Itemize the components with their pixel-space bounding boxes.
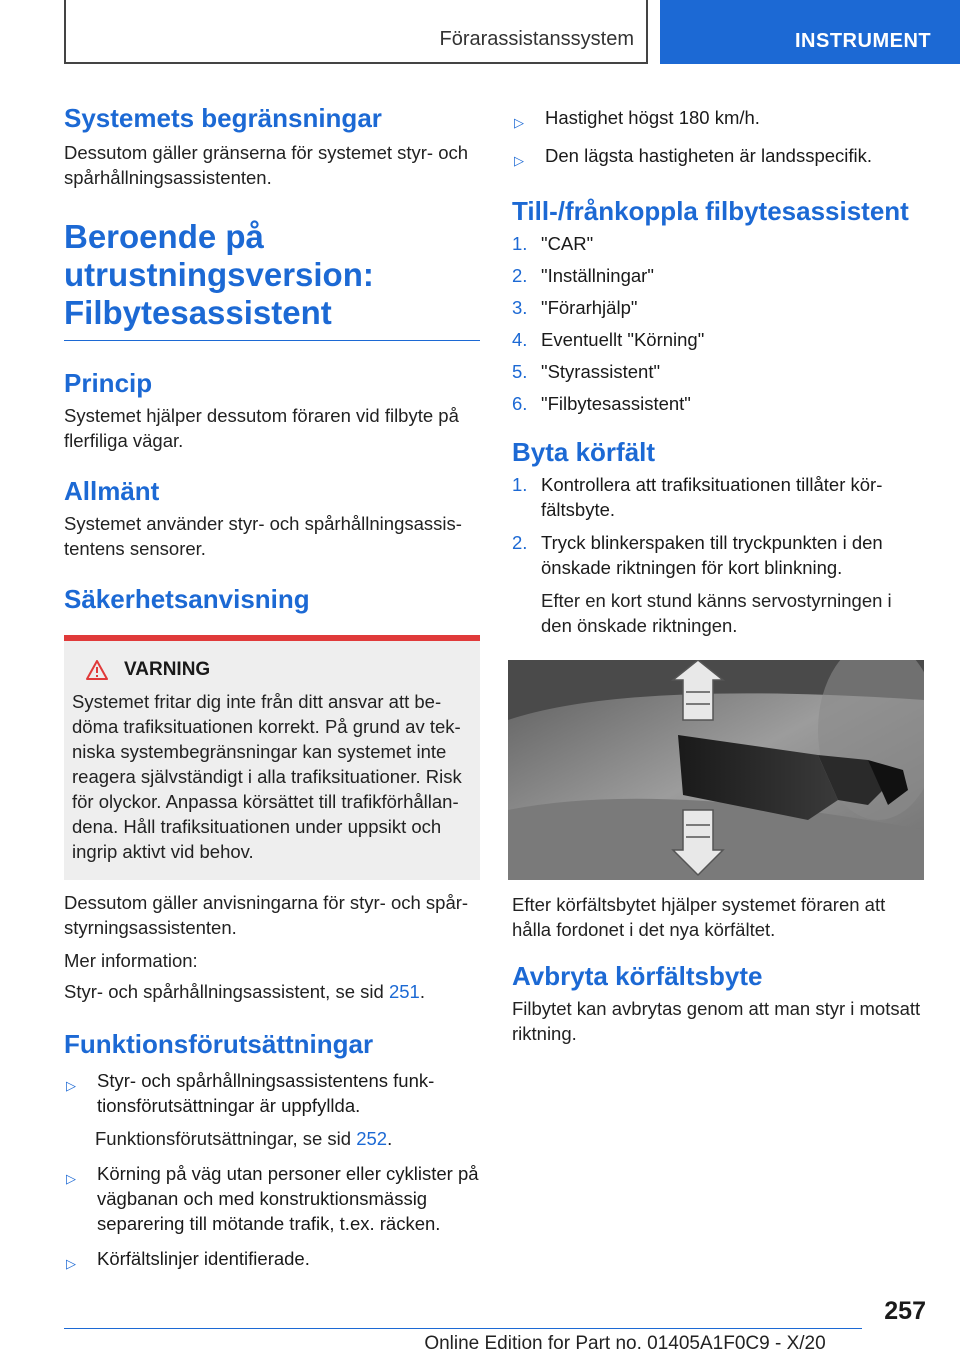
step-number: 1. — [512, 474, 528, 495]
page-link-251[interactable]: 251 — [388, 981, 420, 1002]
warning-box — [64, 635, 480, 880]
toggle-step — [512, 327, 924, 352]
page-number: 257 — [884, 1297, 926, 1325]
conditions-heading: Funktionsförutsättningar — [64, 1029, 374, 1059]
toggle-step — [512, 263, 924, 288]
change-step — [512, 472, 924, 522]
principle-text: Systemet hjälper dessutom föraren vid filbyte på flerfiliga vägar. — [64, 405, 459, 451]
change-step — [512, 530, 924, 580]
abort-heading: Avbryta körfältsbyte — [512, 961, 763, 991]
warning-label: VARNING — [124, 659, 211, 680]
condition-text: Körfältslinjer identifierade. — [97, 1248, 310, 1269]
step-text: Kontrollera att trafiksituationen tillåter körfältsbyte. — [541, 474, 883, 520]
abort-text: Filbytet kan avbrytas genom att man styr i motsatt riktning. — [512, 998, 921, 1044]
condition-ref-text: Funktionsförutsättningar, se sid — [95, 1128, 357, 1149]
condition-item — [64, 1246, 480, 1276]
limits-text: Dessutom gäller gränserna för systemet styr- och spårhållningsassistenten. — [64, 142, 469, 188]
turn-signal-lever-photo — [508, 660, 924, 880]
step-text: Tryck blinkerspaken till tryckpunkten i den önskade riktningen för kort blinkning. — [541, 532, 883, 578]
main-heading-rule — [64, 340, 480, 341]
general-heading: Allmänt — [64, 476, 160, 506]
step-text: "Filbytesassistent" — [541, 393, 691, 414]
header-chapter-tab[interactable]: INSTRUMENT — [660, 0, 960, 64]
more-info-label: Mer information: — [64, 950, 198, 971]
triangle-bullet-icon: ▷ — [514, 153, 524, 168]
right-column — [512, 100, 924, 1046]
general-text: Systemet använder styr- och spårhållningsassistentens sensorer. — [64, 513, 462, 559]
edition-footer: Online Edition for Part no. 01405A1F0C9 - X/20 — [424, 1333, 826, 1354]
condition-item — [64, 1161, 480, 1236]
change-step-note: Efter en kort stund känns servostyrningen i den önskade riktningen. — [541, 590, 892, 636]
triangle-bullet-icon: ▷ — [66, 1171, 76, 1186]
change-lane-heading: Byta körfält — [512, 437, 656, 467]
triangle-bullet-icon: ▷ — [514, 115, 524, 130]
toggle-step — [512, 295, 924, 320]
step-text: Eventuellt "Körning" — [541, 329, 705, 350]
turn-signal-lever-illustration — [508, 660, 924, 880]
condition-reference: Funktionsförutsättningar, se sid 252. — [95, 1128, 393, 1149]
condition-text: Körning på väg utan personer eller cyklister på vägbanan och med konstruktionsmässig separering till mötande trafik, t.ex. räcken. — [97, 1163, 479, 1234]
warning-title — [86, 659, 472, 681]
main-heading-line1: Beroende på — [64, 218, 264, 255]
step-number: 3. — [512, 297, 528, 318]
safety-heading: Säkerhetsanvisning — [64, 584, 310, 614]
step-text: "CAR" — [541, 233, 594, 254]
more-info-ref-text: Styr- och spårhållningsassistent, se sid — [64, 981, 389, 1002]
toggle-step — [512, 231, 924, 256]
step-text: "Inställningar" — [541, 265, 654, 286]
condition-item — [512, 143, 924, 173]
step-number: 6. — [512, 393, 528, 414]
main-heading-line2: utrustningsversion: — [64, 256, 374, 293]
footer-rule — [64, 1328, 862, 1329]
toggle-heading: Till-/frånkoppla filbytesassistent — [512, 196, 909, 226]
warning-triangle-icon — [86, 660, 108, 680]
warning-text: Systemet fritar dig inte från ditt ansvar att bedöma trafiksituationen korrekt. På grund av tekniska systembegränsningar kan systemet inte reagera självständigt i alla trafiksituationer. Risk för olyckor. Anpassa körsättet till trafikförhållandena. Håll trafiksituationen under uppsikt och ingrip aktivt vid behov. — [72, 691, 462, 862]
toggle-steps-list — [512, 231, 924, 416]
more-info-reference: Styr- och spårhållningsassistent, se sid 251. — [64, 981, 425, 1002]
condition-text: Hastighet högst 180 km/h. — [545, 107, 760, 128]
step-text: "Styrassistent" — [541, 361, 661, 382]
toggle-step — [512, 391, 924, 416]
principle-heading: Princip — [64, 368, 153, 398]
step-number: 1. — [512, 233, 528, 254]
condition-item — [64, 1068, 480, 1118]
step-number: 2. — [512, 265, 528, 286]
triangle-bullet-icon: ▷ — [66, 1256, 76, 1271]
main-heading-line3: Filbytesassistent — [64, 294, 332, 331]
condition-text: Den lägsta hastigheten är landsspecifik. — [545, 145, 873, 166]
left-column — [64, 100, 480, 1276]
after-warning-text: Dessutom gäller anvisningarna för styr- och spårstyrningsassistenten. — [64, 892, 469, 938]
condition-text: Styr- och spårhållningsassistentens funktionsförutsättningar är uppfyllda. — [97, 1070, 435, 1116]
header-section-title: Förarassistanssystem — [439, 28, 634, 50]
after-image-text: Efter körfältsbytet hjälper systemet föraren att hålla fordonet i det nya körfältet. — [512, 894, 886, 940]
step-number: 4. — [512, 329, 528, 350]
page-link-252[interactable]: 252 — [356, 1128, 388, 1149]
triangle-bullet-icon: ▷ — [66, 1078, 76, 1093]
step-number: 2. — [512, 532, 528, 553]
toggle-step — [512, 359, 924, 384]
limits-heading: Systemets begränsningar — [64, 103, 382, 133]
step-number: 5. — [512, 361, 528, 382]
step-text: "Förarhjälp" — [541, 297, 638, 318]
condition-item — [512, 105, 924, 135]
